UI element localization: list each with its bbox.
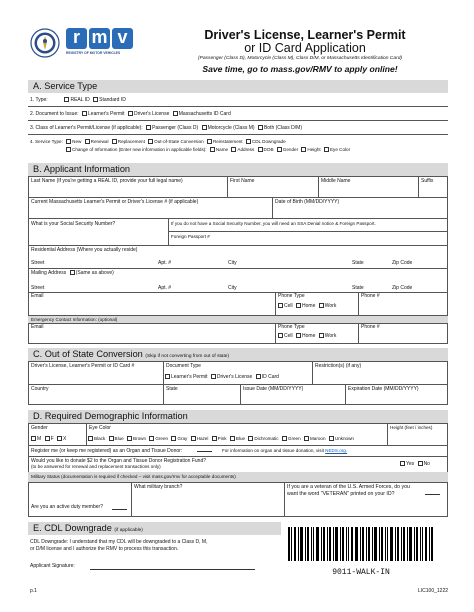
option-renewal: Renewal: [90, 139, 109, 144]
service-kind-row: [30, 139, 286, 145]
current-license-label: Current Massachusetts Learner's Permit or Driver's License # (if applicable): [31, 199, 199, 205]
neds-link[interactable]: NEDS.org.: [325, 448, 348, 453]
ssn-label: What is your Social Security Number?: [31, 221, 116, 227]
height-label: Height (feet / inches): [390, 425, 433, 430]
class-row: [30, 125, 302, 131]
checkbox-eye-green[interactable]: [149, 436, 154, 441]
rmv-letter-v: v: [112, 28, 133, 49]
emergency-phone-type-label: Phone Type: [278, 324, 305, 330]
option-eye-maroon: Maroon: [309, 436, 326, 441]
option-eye-green2: Green: [287, 436, 301, 441]
option-donate-yes: Yes: [406, 461, 415, 467]
checkbox-change-eye[interactable]: [324, 147, 329, 152]
donate-question: Would you like to donate $2 to the Organ and Tissue Donor Registration Fund?: [31, 458, 207, 464]
checkbox-oos-idcard[interactable]: [256, 374, 261, 379]
checkbox-eye-green2[interactable]: [282, 436, 287, 441]
checkbox-eye-pink[interactable]: [212, 436, 217, 441]
military-row: [31, 474, 236, 480]
expiration-date-label: Expiration Date (MM/DD/YYYY): [348, 386, 419, 392]
mail-state-label: State: [352, 285, 364, 291]
option-eye-blue2: Blue: [235, 436, 246, 441]
gender-label: Gender: [31, 425, 48, 431]
section-b-title: B. Applicant Information: [33, 164, 131, 174]
phone-type-label: Phone Type: [278, 293, 305, 299]
checkbox-eye-maroon[interactable]: [304, 436, 309, 441]
issue-date-label: Issue Date (MM/DD/YYYY): [243, 386, 304, 392]
active-duty-field[interactable]: [112, 509, 127, 510]
country-label: Country: [31, 386, 49, 392]
option-eye-black: Black: [94, 436, 106, 441]
option-eye-brown: Brown: [133, 436, 147, 441]
section-b-header: [28, 163, 448, 176]
signature-field[interactable]: [90, 569, 255, 570]
checkbox-eye-blue2[interactable]: [230, 436, 235, 441]
checkbox-renewal[interactable]: [85, 139, 90, 144]
option-em-work: Work: [324, 333, 337, 339]
class-label: 3. Class of Learner's Permit/License (if applicable):: [30, 125, 143, 131]
emergency-email-label: Email: [31, 324, 44, 330]
first-name-label: First Name: [230, 178, 255, 184]
checkbox-em-work[interactable]: [319, 333, 324, 338]
checkbox-drivers-license[interactable]: [128, 111, 133, 116]
oos-state-label: State: [166, 386, 178, 392]
option-home: Home: [302, 303, 316, 309]
option-gender-x: X: [63, 436, 67, 442]
checkbox-real-id[interactable]: [64, 97, 69, 102]
checkbox-change-height[interactable]: [301, 147, 306, 152]
title-line1: Driver's License, Learner's Permit: [204, 28, 406, 42]
option-learners-permit: Learner's Permit: [88, 111, 125, 117]
donate-note: (to be answered for renewal and replacement transactions only): [31, 464, 161, 469]
title-line2: or ID Card Application: [244, 41, 366, 55]
barcode-icon: [286, 527, 436, 561]
option-class-d: Passenger (Class D): [152, 125, 199, 131]
phone-type-options: [276, 303, 336, 309]
checkbox-eye-dichromatic[interactable]: [248, 436, 253, 441]
rmv-letter-m: m: [89, 28, 110, 49]
checkbox-replacement[interactable]: [112, 139, 117, 144]
checkbox-change-gender[interactable]: [277, 147, 282, 152]
checkbox-change-address[interactable]: [231, 147, 236, 152]
veteran-label: If you are a veteran of the U.S. Armed Forces, do you want the word "VETERAN" printed on your ID?: [287, 484, 410, 497]
suffix-label: Suffix: [421, 178, 434, 184]
emergency-grid: [28, 323, 448, 344]
veteran-field[interactable]: [425, 494, 440, 495]
page-number: p.1: [30, 588, 37, 594]
option-gender-f: F: [50, 436, 54, 442]
checkbox-cell[interactable]: [278, 303, 283, 308]
logo-tagline: REGISTRY OF MOTOR VEHICLES: [66, 51, 121, 55]
option-donate-no: No: [423, 461, 430, 467]
section-d-title: D. Required Demographic Information: [33, 411, 188, 421]
option-real-id: REAL ID: [70, 97, 90, 103]
same-as-above-label: (Same as above): [75, 270, 114, 276]
doc-type-options: [163, 374, 279, 380]
mail-zip-label: Zip Code: [392, 285, 413, 291]
restrictions-label: Restriction(s) (if any): [315, 363, 362, 369]
checkbox-eye-hazel[interactable]: [191, 436, 196, 441]
option-gender-m: M: [37, 436, 42, 442]
state-label: State: [352, 260, 364, 266]
option-drivers-license: Driver's License: [133, 111, 170, 117]
option-class-dm: Both (Class D/M): [263, 125, 302, 131]
option-cdl-downgrade: CDL Downgrade: [251, 139, 286, 144]
checkbox-em-cell[interactable]: [278, 333, 283, 338]
change-info-row: [64, 147, 350, 153]
section-e-note: (if applicable): [114, 528, 143, 533]
checkbox-eye-brown[interactable]: [127, 436, 132, 441]
checkbox-donate-no[interactable]: [418, 461, 423, 466]
rmv-letter-r: r: [66, 28, 87, 49]
checkbox-new[interactable]: [66, 139, 71, 144]
tagline: Save time, go to mass.gov/RMV to apply online!: [202, 64, 398, 74]
document-label: 2. Document to Issue:: [30, 111, 79, 117]
option-standard-id: Standard ID: [99, 97, 126, 103]
option-reinstatement: Reinstatement: [212, 139, 243, 144]
barcode: [286, 527, 436, 577]
option-oos-license: Driver's License: [216, 374, 253, 380]
mail-street-label: Street: [31, 285, 45, 291]
section-c-title: C. Out of State Conversion: [33, 349, 143, 359]
eye-color-options: [86, 436, 354, 442]
checkbox-standard-id[interactable]: [93, 97, 98, 102]
option-replacement: Replacement: [117, 139, 145, 144]
checkbox-change-dob[interactable]: [258, 147, 263, 152]
mass-seal-logo: [30, 28, 60, 58]
zip-label: Zip Code: [392, 260, 413, 266]
oos-license-label: Driver's License, Learner's Permit or ID Card #: [31, 363, 135, 369]
apt-label: Apt. #: [158, 260, 172, 266]
rmv-logo: [66, 28, 136, 58]
form-id: LIC100_1222: [418, 588, 449, 594]
option-eye-pink: Pink: [217, 436, 227, 441]
section-e-header: [28, 522, 281, 535]
option-cell: Cell: [284, 303, 293, 309]
checkbox-gender-m[interactable]: [31, 436, 36, 441]
checkbox-same-as-above[interactable]: [70, 270, 75, 275]
option-name: Name: [215, 147, 229, 152]
donate-options: [398, 461, 430, 467]
donor-label: Register me (or keep me registered) as an Organ and Tissue Donor:: [31, 448, 183, 454]
middle-name-label: Middle Name: [321, 178, 351, 184]
foreign-passport-label: Foreign Passport #: [171, 234, 210, 239]
residential-label: Residential Address (Where you actually reside): [31, 247, 138, 253]
option-dob: DOB: [263, 147, 274, 152]
option-oos-permit: Learner's Permit: [171, 374, 208, 380]
checkbox-reinstatement[interactable]: [207, 139, 212, 144]
option-mass-id: Massachusetts ID Card: [178, 111, 231, 117]
gender-options: [29, 436, 66, 442]
dob-label: Date of Birth (MM/DD/YYYY): [275, 199, 340, 205]
option-eye-hazel: Hazel: [196, 436, 209, 441]
branch-label: What military branch?: [134, 484, 183, 490]
city-label: City: [228, 260, 237, 266]
section-a-header: [28, 80, 448, 93]
checkbox-eye-gray[interactable]: [171, 436, 176, 441]
active-duty-label: Are you an active duty member?: [31, 504, 103, 510]
checkbox-home[interactable]: [296, 303, 301, 308]
checkbox-eye-black[interactable]: [88, 436, 93, 441]
email-label: Email: [31, 293, 44, 299]
option-em-cell: Cell: [284, 333, 293, 339]
checkbox-change-name[interactable]: [210, 147, 215, 152]
cdl-text-line1: CDL Downgrade: I understand that my CDL will be downgraded to a Class D, M,: [30, 539, 208, 545]
checkbox-cdl-downgrade[interactable]: [246, 139, 251, 144]
checkbox-class-dm[interactable]: [258, 125, 263, 130]
signature-label: Applicant Signature:: [30, 563, 75, 569]
option-work: Work: [324, 303, 337, 309]
change-info-label: Change of Information (Enter new information in applicable fields):: [72, 147, 207, 152]
checkbox-gender-f[interactable]: [45, 436, 50, 441]
checkbox-gender-x[interactable]: [57, 436, 62, 441]
cdl-text-line2: or D/M license and I authorize the RMV to process this transaction.: [30, 546, 179, 552]
mail-apt-label: Apt. #: [158, 285, 172, 291]
emergency-phone-options: [276, 333, 336, 339]
donor-note: For information on organ and tissue donation, visit: [222, 448, 324, 453]
section-a-title: A. Service Type: [33, 81, 98, 91]
checkbox-class-m[interactable]: [202, 125, 207, 130]
military-label: Military Status (documentation is required if checked – visit mass.gov/rmv for acceptable documents): [31, 474, 236, 479]
checkbox-mass-id[interactable]: [173, 111, 178, 116]
donor-field[interactable]: [197, 451, 212, 452]
mailing-row: [31, 270, 114, 276]
option-oos-idcard: ID Card: [261, 374, 279, 380]
document-issue-row: [30, 111, 231, 117]
phone-number-label: Phone #: [361, 293, 380, 299]
section-e-title: E. CDL Downgrade: [33, 523, 112, 533]
last-name-field[interactable]: [28, 184, 227, 197]
eye-color-label: Eye Color: [89, 425, 111, 431]
section-c-header: [28, 348, 448, 361]
checkbox-eye-blue[interactable]: [109, 436, 114, 441]
checkbox-change-info[interactable]: [66, 147, 71, 152]
type-label: 1. Type:: [30, 97, 48, 103]
mailing-label: Mailing Address: [31, 270, 67, 276]
ssn-note: If you do not have a Social Security Number, you will need an SSA Denial notice & Foreign Passport.: [171, 221, 376, 226]
service-kind-label: 4. Service Type:: [30, 139, 63, 144]
option-height: Height: [307, 147, 321, 152]
checkbox-eye-unknown[interactable]: [329, 436, 334, 441]
checkbox-out-of-state[interactable]: [148, 139, 153, 144]
last-name-label: Last Name (If you're getting a REAL ID, provide your full legal name): [31, 178, 183, 184]
option-eye-dichromatic: Dichromatic: [254, 436, 279, 441]
option-eye-color: Eye Color: [329, 147, 351, 152]
option-em-home: Home: [302, 333, 316, 339]
checkbox-em-home[interactable]: [296, 333, 301, 338]
checkbox-learners-permit[interactable]: [82, 111, 87, 116]
barcode-text: 9011-WALK-IN: [332, 568, 390, 577]
option-eye-unknown: Unknown: [334, 436, 354, 441]
checkbox-oos-permit[interactable]: [165, 374, 170, 379]
doc-type-label: Document Type: [166, 363, 201, 369]
option-out-of-state: Out-of-State Conversion: [154, 139, 204, 144]
option-new: New: [72, 139, 82, 144]
checkbox-oos-license[interactable]: [211, 374, 216, 379]
option-gender: Gender: [282, 147, 299, 152]
option-eye-blue: Blue: [114, 436, 124, 441]
checkbox-donate-yes[interactable]: [400, 461, 405, 466]
section-c-note: (Skip if not converting from out of state): [145, 354, 230, 359]
option-eye-gray: Gray: [177, 436, 188, 441]
checkbox-work[interactable]: [319, 303, 324, 308]
service-type-row: [30, 97, 126, 103]
option-address: Address: [237, 147, 255, 152]
subtitle: (Passenger (Class D), Motorcycle (Class M), Class D/M, or Massachusetts Identification Card): [197, 56, 403, 61]
section-d-header: [28, 410, 448, 423]
street-label: Street: [31, 260, 45, 266]
mail-city-label: City: [228, 285, 237, 291]
option-class-m: Motorcycle (Class M): [207, 125, 255, 131]
checkbox-class-d[interactable]: [146, 125, 151, 130]
emergency-label: Emergency Contact Information: (optional): [31, 316, 118, 322]
donor-note-row: [222, 448, 347, 454]
option-eye-green: Green: [155, 436, 169, 441]
emergency-phone-number-label: Phone #: [361, 324, 380, 330]
